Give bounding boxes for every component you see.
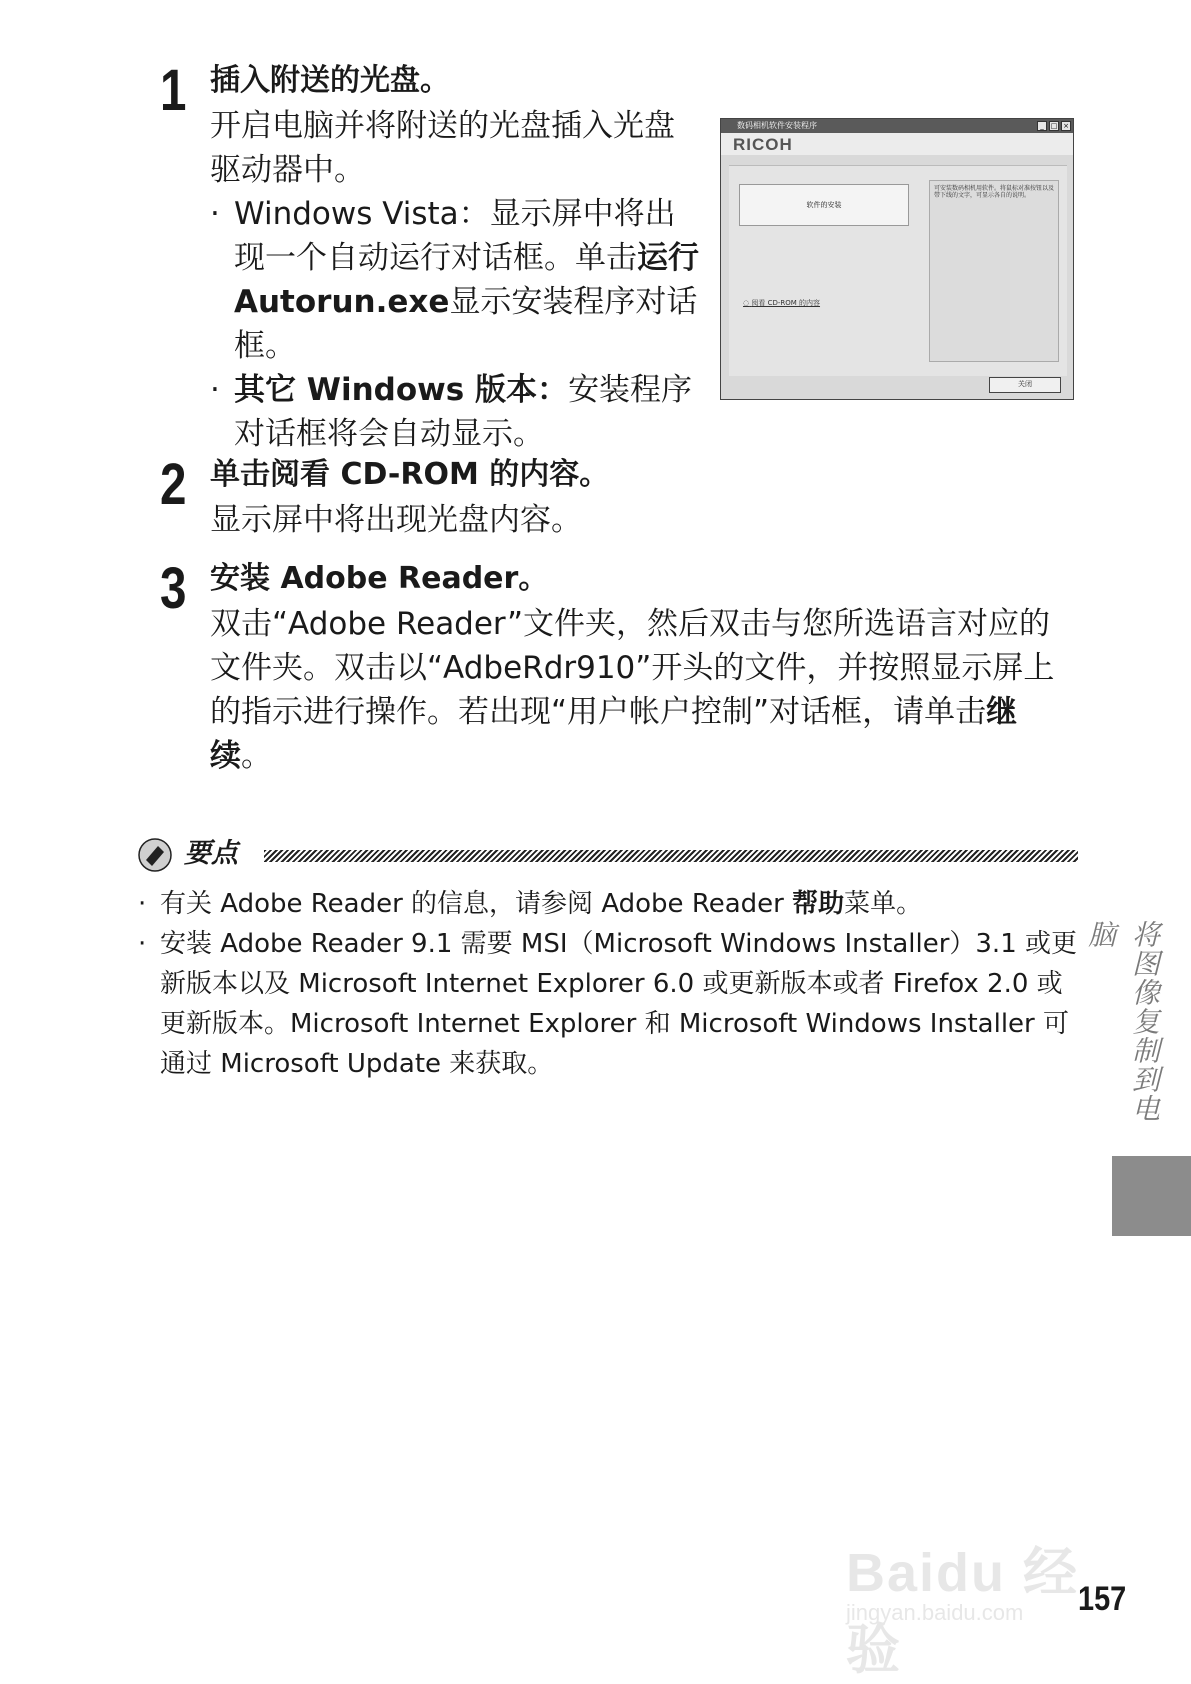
chapter-tab (1112, 1156, 1191, 1236)
key-point-rule (264, 850, 1078, 862)
key-point-list (138, 884, 1078, 1084)
step-text: 开启电脑并将附送的光盘插入光盘驱动器中。 (210, 108, 675, 188)
key-point-item (138, 924, 1078, 1084)
step-number: 1 (160, 58, 185, 123)
installer-titlebar (721, 119, 1073, 133)
bullet-dot: · (138, 889, 147, 919)
key-point-text: 有关 Adobe Reader 的信息，请参阅 Adobe Reader (160, 889, 793, 919)
bullet-dot: · (210, 196, 220, 232)
bullet-emph: 运行 Autorun.exe (234, 240, 699, 320)
pencil-note-icon (138, 838, 172, 872)
installer-main (729, 165, 1067, 376)
step-title: 安装 Adobe Reader。 (210, 561, 549, 596)
bullet-other-windows (210, 368, 700, 456)
install-software-button: 软件的安装 (739, 184, 909, 226)
step-title: 单击阅看 CD-ROM 的内容。 (210, 457, 610, 492)
step-text: 显示屏中将出现光盘内容。 (210, 502, 582, 538)
step-body (210, 560, 1078, 778)
bullet-dot: · (138, 929, 147, 959)
page-number: 157 (1078, 1580, 1127, 1618)
bullet-label: Windows Vista： (234, 196, 490, 232)
step-number: 3 (160, 556, 185, 621)
step-title: 插入附送的光盘。 (210, 63, 450, 98)
installer-title: 数码相机软件安装程序 (737, 121, 817, 130)
step-text (210, 602, 1078, 778)
chapter-side-label: 将图像复制到电脑 (1084, 920, 1161, 1123)
key-point-header (138, 836, 1078, 876)
watermark-line2: jingyan.baidu.com (846, 1600, 1024, 1625)
installer-close-button: 关闭 (989, 377, 1061, 393)
bullet-text: 显示屏中将出现一个自动运行对话框。单击 (234, 196, 676, 276)
installer-screenshot (720, 118, 1074, 400)
bullet-text: 安装程序对话框将会自动显示。 (234, 372, 693, 452)
key-point-text: 安装 Adobe Reader 9.1 需要 MSI（Microsoft Windows Installer）3.1 或更新版本以及 Microsoft Internet Explorer 6.0 或更新版本或者 Firefox 2.0 或更新版本。Microsoft Internet Explorer 和 Microsoft Windows Installer 可通过 Microsoft Update 来获取。 (160, 929, 1078, 1079)
bullet-vista (210, 192, 700, 368)
bullet-dot: · (210, 372, 220, 408)
step-number: 2 (160, 452, 185, 517)
watermark-line1: Baidu 经验 (846, 1543, 1080, 1680)
step-text-main: 双击“Adobe Reader”文件夹，然后双击与您所选语言对应的文件夹。双击以“AdbeRdr910”开头的文件，并按照显示屏上的指示进行操作。若出现“用户帐户控制”对话框，请单击 (210, 606, 1055, 730)
step-body (210, 456, 700, 542)
ricoh-logo: RICOH (721, 133, 1073, 155)
view-cd-link-label: 阅看 CD-ROM 的内容 (751, 299, 821, 307)
baidu-watermark (846, 1500, 1116, 1680)
step-text-tail: 。 (241, 738, 272, 774)
minimize-icon: _ (1037, 121, 1047, 131)
bullet-label: 其它 Windows 版本： (234, 372, 569, 408)
window-buttons (1037, 121, 1071, 131)
maximize-icon: □ (1050, 122, 1058, 130)
key-point-label: 要点 (184, 838, 238, 869)
step-body (210, 62, 700, 456)
help-emph: 帮助 (792, 889, 845, 919)
bullet-tail: 显示安装程序对话框。 (234, 284, 698, 364)
view-cd-link (743, 298, 820, 308)
continue-emph: 继续 (210, 694, 1018, 774)
cd-icon: ◌ (743, 299, 750, 307)
close-icon: × (1061, 121, 1071, 131)
key-point-tail: 菜单。 (844, 889, 923, 919)
key-point-item (138, 884, 1078, 924)
installer-help-panel: 可安装数码相机用软件。将鼠标对准按钮以及带下线的文字，可显示各自的说明。 (929, 180, 1059, 362)
